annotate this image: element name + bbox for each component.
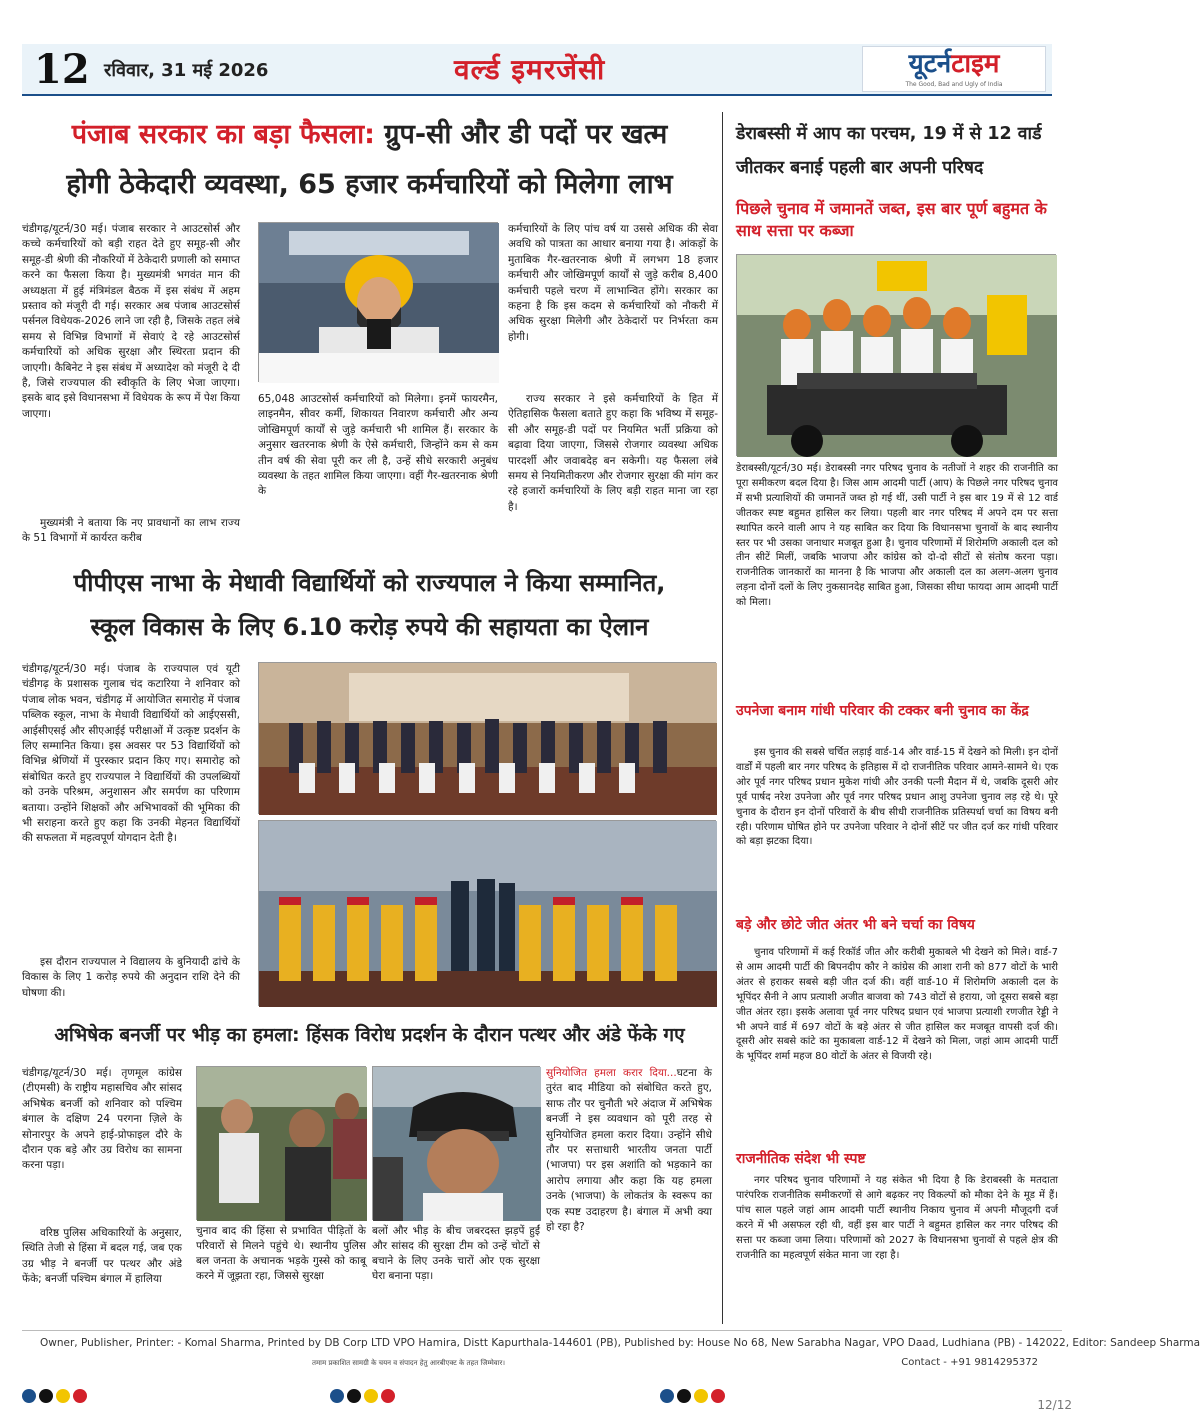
students-band-photo	[258, 820, 716, 1006]
contact-line: Contact - +91 9814295372	[901, 1357, 1038, 1368]
story3-column4-lead: सुनियोजित हमला करार दिया...	[546, 1067, 677, 1079]
derabassi-victory-photo	[736, 254, 1056, 456]
protest-crowd-photo	[196, 1066, 366, 1220]
red-dot-icon	[73, 1389, 87, 1403]
cm-press-conference-photo	[258, 222, 498, 382]
story3-headline: अभिषेक बनर्जी पर भीड़ का हमला: हिंसक विरोध प्रदर्शन के दौरान पत्थर और अंडे फेंके गए	[54, 1024, 685, 1046]
story4-subhead1: उपनेजा बनाम गांधी परिवार की टक्कर बनी चुनाव का केंद्र	[736, 703, 1029, 719]
yellow-dot-icon	[694, 1389, 708, 1403]
story3-column1: चंडीगढ़/यूटर्न/30 मई। तृणमूल कांग्रेस (टीएमसी) के राष्ट्रीय महासचिव और सांसद अभिषेक बनर्जी को शनिवार को पश्चिम बंगाल के दक्षिण 24 परगना ज़िले के सोनारपुर के अपने हाई-प्रोफाइल दौरे के दौरान एक बड़े और उग्र विरोध का सामना करना पड़ा।	[22, 1067, 182, 1172]
story1-column1: चंडीगढ़/यूटर्न/30 मई। पंजाब सरकार ने आउटसोर्स और कच्चे कर्मचारियों को बड़ी राहत देते हुए समूह-सी और समूह-डी श्रेणी की नौकरियों में ठेकेदारी प्रणाली को समाप्त करने का फैसला किया है। मुख्यमंत्री भगवंत मान की अध्यक्षता में हुई मंत्रिमंडल बैठक में इस संबंध में अहम प्रस्ताव को मंजूरी दी गई। सरकार अब पंजाब आउटसोर्स पर्सनल विधेयक-2026 लाने जा रही है, जिसके तहत लंबे समय से विभिन्न विभागों में सेवाएं दे रहे आउटसोर्स कर्मचारियों को अधिक सुरक्षा और स्थिरता प्रदान की जाएगी। कैबिनेट ने इस संबंध में अध्यादेश को मंजूरी दे दी है, जिसे राज्यपाल की स्वीकृति के लिए भेजा जाएगा। इसके बाद इसे विधानसभा में विधेयक के रूप में पेश किया जाएगा।	[22, 223, 240, 420]
black-dot-icon	[677, 1389, 691, 1403]
blue-dot-icon	[660, 1389, 674, 1403]
story2-headline-line2: स्कूल विकास के लिए 6.10 करोड़ रुपये की सहायता का ऐलान	[90, 613, 649, 641]
story4-body4: नगर परिषद चुनाव परिणामों ने यह संकेत भी दिया है कि डेराबस्सी के मतदाता पारंपरिक राजनीतिक समीकरणों से आगे बढ़कर नए विकल्पों को मौका देने के मूड में हैं। पांच साल पहले जहां आम आदमी पार्टी स्थानीय निकाय चुनाव में अपनी मौजूदगी दर्ज करने में भी असफल रही थी, वहीं इस बार पार्टी ने बहुमत हासिल कर नगर परिषद की सत्ता पर कब्जा जमा लिया। परिणामों को 2027 के विधानसभा चुनावों से पहले क्षेत्र की राजनीति का महत्वपूर्ण संकेत माना जा रहा है।	[736, 1175, 1058, 1261]
abhishek-banerjee-helmet-photo	[372, 1066, 540, 1220]
story1-headline-line2: होगी ठेकेदारी व्यवस्था, 65 हजार कर्मचारियों को मिलेगा लाभ	[66, 169, 673, 200]
story2-headline-line1: पीपीएस नाभा के मेधावी विद्यार्थियों को राज्यपाल ने किया सम्मानित,	[73, 569, 666, 597]
black-dot-icon	[347, 1389, 361, 1403]
story1-column1b: मुख्यमंत्री ने बताया कि नए प्रावधानों का लाभ राज्य के 51 विभागों में कार्यरत करीब	[22, 517, 240, 545]
blue-dot-icon	[22, 1389, 36, 1403]
disclaimer-line: तमाम प्रकाशित सामग्री के चयन व संपादन हेतु आरबीएक्ट के तहत जिम्मेवार।	[312, 1359, 505, 1367]
blue-dot-icon	[330, 1389, 344, 1403]
story3-column4-text: घटना के तुरंत बाद मीडिया को संबोधित करते हुए, साफ तौर पर चुनौती भरे अंदाज में अभिषेक बनर्जी ने इस व्यवधान को पूरी तरह से सुनियोजित हमला करार दिया। उन्होंने सीधे तौर पर सत्ताधारी भारतीय जनता पार्टी (भाजपा) पर इस अशांति को भड़काने का आरोप लगाया और कहा कि यह हमला उनके (भाजपा) के लोकतंत्र के स्वरूप का एक स्पष्ट उदाहरण है। बंगाल में अभी क्या हो रहा है?	[546, 1067, 712, 1234]
story3-column4	[546, 1066, 712, 1318]
story3-column2: चुनाव बाद की हिंसा से प्रभावित पीड़ितों के परिवारों से मिलने पहुंचे थे। स्थानीय पुलिस बल जनता के अचानक भड़के गुस्से को काबू करने में जूझता रहा, जिससे सुरक्षा	[196, 1225, 366, 1282]
imprint-footer	[22, 1330, 1200, 1374]
story2-body2: इस दौरान राज्यपाल ने विद्यालय के बुनियादी ढांचे के विकास के लिए 1 करोड़ रुपये की अनुदान राशि देने की घोषणा की।	[22, 956, 240, 999]
story4-body1: डेराबस्सी/यूटर्न/30 मई। डेराबस्सी नगर परिषद चुनाव के नतीजों ने शहर की राजनीति का पूरा समीकरण बदल दिया है। जिस आम आदमी पार्टी (आप) के पिछले नगर परिषद चुनाव में सभी प्रत्याशियों की जमानतें जब्त हो गई थीं, उसी पार्टी ने इस बार 19 में से 12 वार्ड जीतकर स्पष्ट बहुमत हासिल कर लिया। पहली बार नगर परिषद में अपने दम पर सत्ता स्थापित करने वाली आप ने यह साबित कर दिया कि विधानसभा चुनावों के बाद स्थानीय स्तर पर भी उसका जनाधार मजबूत हुआ है। चुनाव परिणामों में शिरोमणि अकाली दल को तीन सीटें मिलीं, जबकि भाजपा और कांग्रेस को दो-दो सीटों से संतोष करना पड़ा। राजनीतिक जानकारों का मानना है कि भाजपा और अकाली दल का अलग-अलग चुनाव लड़ना दोनों दलों के लिए नुकसानदेह साबित हुआ, जिसका सीधा फायदा आम आदमी पार्टी को मिला।	[736, 463, 1058, 609]
story1-headline	[22, 118, 717, 152]
story3-column3: बलों और भीड़ के बीच जबरदस्त झड़पें हुईं और सांसद की सुरक्षा टीम को उन्हें चोटों से बचाने के लिए उनके चारों ओर एक सुरक्षा घेरा बनाना पड़ा।	[372, 1225, 540, 1282]
story4-headline-line2: जीतकर बनाई पहली बार अपनी परिषद	[736, 158, 984, 178]
page-corner-number: 12/12	[1037, 1398, 1072, 1412]
story4-body3: चुनाव परिणामों में कई रिकॉर्ड जीत और करीबी मुकाबले भी देखने को मिले। वार्ड-7 से आम आदमी पार्टी की बिपनदीप कौर ने कांग्रेस की आशा रानी को 877 वोटों के भारी अंतर से हराकर सबसे बड़ी जीत दर्ज की। वहीं वार्ड-10 में शिरोमणि अकाली दल के भूपिंदर सैनी ने आप प्रत्याशी अजीत बाजवा को 743 वोटों से हराया, जो दूसरा सबसे बड़ा जीत अंतर रहा। इसके अलावा पूर्व नगर परिषद प्रधान एवं भाजपा प्रत्याशी रणजीत रेड्डी ने भी अपने वार्ड में 697 वोटों के बड़े अंतर से जीत हासिल कर मजबूत वापसी दर्ज की। दूसरी ओर सबसे कांटे का मुकाबला वार्ड-12 में देखने को मिला, जहां आम आदमी पार्टी के भूपिंदर शर्मा महज 80 वोटों के अंतर से विजयी रहे।	[736, 947, 1058, 1063]
registration-marks-right	[660, 1388, 728, 1404]
story4-subheadline: पिछले चुनाव में जमानतें जब्त, इस बार पूर्ण बहुमत के साथ सत्ता पर कब्जा	[736, 199, 1047, 240]
yellow-dot-icon	[56, 1389, 70, 1403]
story4-subhead2: बड़े और छोटे जीत अंतर भी बने चर्चा का विषय	[736, 917, 975, 933]
story1-column3: कर्मचारियों के लिए पांच वर्ष या उससे अधिक की सेवा अवधि को पात्रता का आधार बनाया गया है। आंकड़ों के मुताबिक गैर-खतरनाक श्रेणी में लगभग 18 हजार कर्मचारी और जोखिमपूर्ण कार्यों से जुड़े करीब 8,400 कर्मचारी पहले चरण में लाभान्वित होंगे। सरकार का कहना है कि इस कदम से कर्मचारियों को नौकरी में अधिक सुरक्षा मिलेगी और ठेकेदारों पर निर्भरता कम होगी।	[508, 223, 718, 343]
page-number: 12	[34, 46, 90, 93]
story1-column2: 65,048 आउटसोर्स कर्मचारियों को मिलेगा। इनमें फायरमैन, लाइनमैन, सीवर कर्मी, शिकायत निवारण कर्मचारी और अन्य जोखिमपूर्ण कार्यों से जुड़े कर्मचारी भी शामिल हैं। सरकार के अनुसार खतरनाक श्रेणी के ऐसे कर्मचारी, जिन्होंने कम से कम तीन वर्ष की सेवा पूरी कर ली है, उन्हें सीधे सरकारी अनुबंध व्यवस्था के तहत शामिल किया जाएगा। वहीं गैर-खतरनाक श्रेणी के	[258, 393, 498, 498]
logo-tagline: The Good, Bad and Ugly of India	[905, 81, 1003, 88]
registration-marks-left	[22, 1388, 90, 1404]
yellow-dot-icon	[364, 1389, 378, 1403]
story4-body2: इस चुनाव की सबसे चर्चित लड़ाई वार्ड-14 और वार्ड-15 में देखने को मिली। इन दोनों वार्डों में पहली बार नगर परिषद के इतिहास में दो राजनीतिक परिवार आमने-सामने थे। एक ओर पूर्व नगर परिषद प्रधान मुकेश गांधी और उनकी पत्नी मैदान में थे, जबकि दूसरी ओर पूर्व पार्षद नरेश उपनेजा और पूर्व नगर परिषद प्रधान आशु उपनेजा चुनाव लड़ रहे थे। पूरे चुनाव के दौरान इन दोनों परिवारों के बीच सीधी राजनीतिक प्रतिस्पर्धा चर्चा का विषय बनी रही। परिणाम घोषित होने पर उपनेजा परिवार ने दोनों सीटें पर जीत दर्ज कर गांधी परिवार को बड़ा झटका दिया।	[736, 747, 1058, 848]
newspaper-logo	[862, 46, 1046, 92]
story3-column1b: वरिष्ठ पुलिस अधिकारियों के अनुसार, स्थिति तेजी से हिंसा में बदल गई, जब एक उग्र भीड़ ने बनर्जी पर पत्थर और अंडे फेंके; बनर्जी पश्चिम बंगाल में हालिया	[22, 1227, 182, 1286]
story4-headline-line1: डेराबस्सी में आप का परचम, 19 में से 12 वार्ड	[736, 124, 1042, 144]
red-dot-icon	[381, 1389, 395, 1403]
masthead	[22, 44, 1052, 96]
story4-subhead3: राजनीतिक संदेश भी स्पष्ट	[736, 1151, 866, 1167]
issue-date: रविवार, 31 मई 2026	[104, 60, 269, 81]
story1-headline-part1: ग्रुप-सी और डी पदों पर खत्म	[374, 119, 668, 150]
registration-marks-center	[330, 1388, 398, 1404]
red-dot-icon	[711, 1389, 725, 1403]
column-divider	[722, 112, 723, 1324]
logo-word-1: यूटर्न	[908, 49, 952, 79]
section-title: वर्ल्ड इमरजेंसी	[454, 53, 606, 86]
governor-group-photo	[258, 662, 716, 814]
logo-word-2: टाइम	[951, 49, 1000, 79]
black-dot-icon	[39, 1389, 53, 1403]
story1-column3b: राज्य सरकार ने इसे कर्मचारियों के हित में ऐतिहासिक फैसला बताते हुए कहा कि भविष्य में समूह-सी और समूह-डी पदों पर नियमित भर्ती प्रक्रिया को बढ़ावा दिया जाएगा, जिससे रोजगार व्यवस्था अधिक पारदर्शी और जवाबदेह बन सकेगी। यह फैसला लंबे समय से नियमितीकरण और रोजगार सुरक्षा की मांग कर रहे हजारों कर्मचारियों के लिए बड़ी राहत माना जा रहा है।	[508, 393, 718, 513]
imprint-line: Owner, Publisher, Printer: - Komal Sharma, Printed by DB Corp LTD VPO Hamira, Distt Kapurthala-144601 (PB), Published by: House No 68, New Sarabha Nagar, VPO Daad, Ludhiana (PB) - 142022, Editor: Sandeep Sharma	[40, 1337, 1200, 1349]
story1-headline-red: पंजाब सरकार का बड़ा फैसला:	[71, 119, 375, 150]
story2-body: चंडीगढ़/यूटर्न/30 मई। पंजाब के राज्यपाल एवं यूटी चंडीगढ़ के प्रशासक गुलाब चंद कटारिया ने शनिवार को पंजाब लोक भवन, चंडीगढ़ में आयोजित समारोह में पंजाब पब्लिक स्कूल, नाभा के मेधावी विद्यार्थियों को आईएससी, आईसीएसई और सीएआईई परीक्षाओं में उत्कृष्ट प्रदर्शन के लिए सम्मानित किया। इस अवसर पर 53 विद्यार्थियों को विभिन्न श्रेणियों में पुरस्कार प्रदान किए गए। समारोह को संबोधित करते हुए राज्यपाल ने विद्यार्थियों की उपलब्धियों को उनके परिश्रम, अनुशासन और समर्पण का परिणाम बताया। उन्होंने शिक्षकों और अभिभावकों की भूमिका की भी सराहना करते हुए कहा कि उनकी मेहनत विद्यार्थियों की सफलता में महत्वपूर्ण योगदान देती है।	[22, 663, 240, 845]
